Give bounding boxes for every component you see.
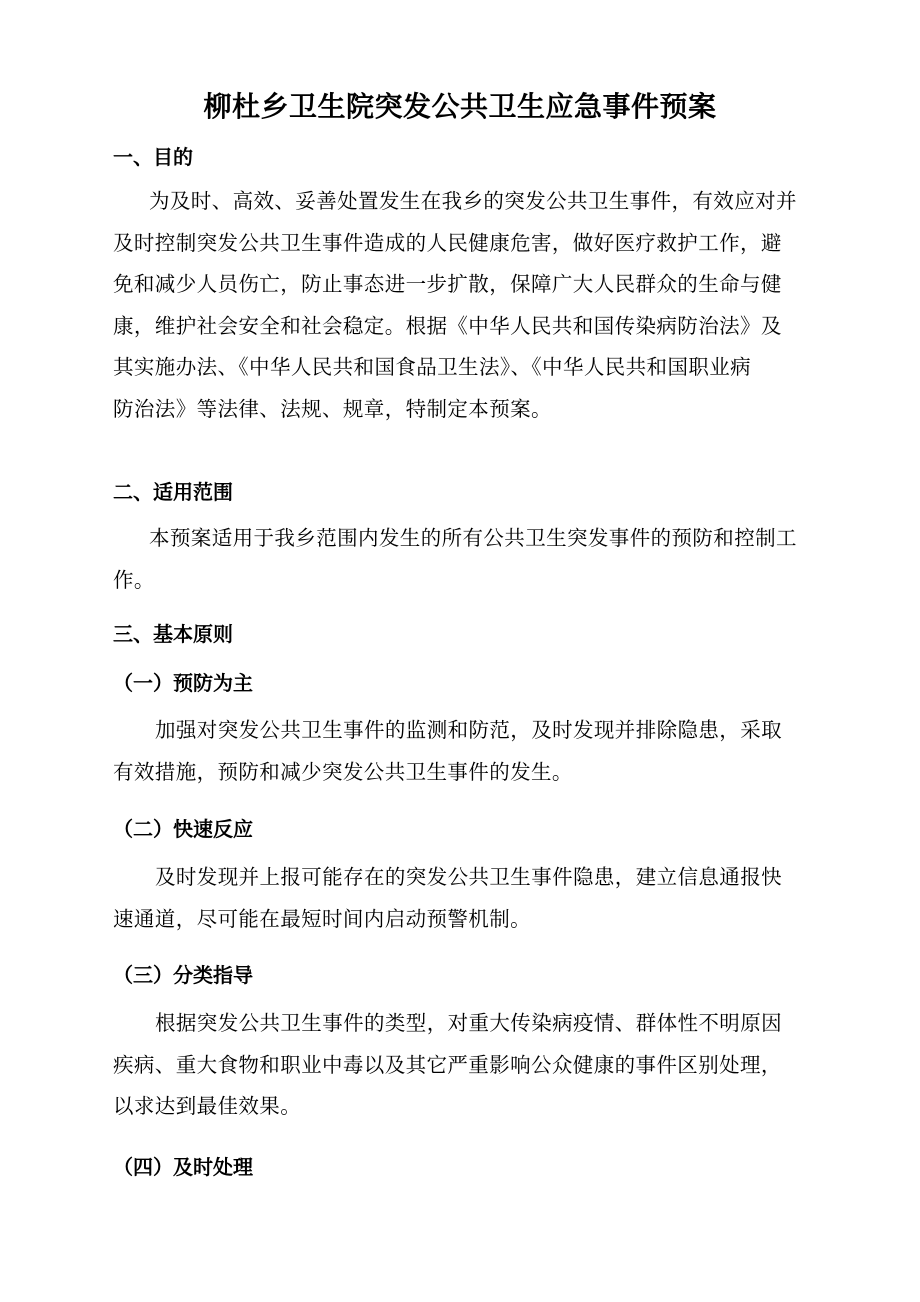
paragraph-line: 及时发现并上报可能存在的突发公共卫生事件隐患，建立信息通报快 [155, 865, 782, 889]
section-body-purpose [113, 181, 813, 430]
section-body-scope [113, 518, 813, 601]
paragraph-line: 速通道，尽可能在最短时间内启动预警机制。 [113, 906, 531, 931]
paragraph-line: 及时控制突发公共卫生事件造成的人民健康危害，做好医疗救护工作，避 [113, 230, 782, 255]
section-heading-purpose: 一、目的 [113, 145, 193, 169]
paragraph-line: 有效措施，预防和减少突发公共卫生事件的发生。 [113, 759, 573, 784]
paragraph-line: 为及时、高效、妥善处置发生在我乡的突发公共卫生事件，有效应对并 [149, 189, 797, 213]
paragraph-line: 本预案适用于我乡范围内发生的所有公共卫生突发事件的预防和控制工 [149, 526, 797, 550]
subsection-heading-prevention: （一）预防为主 [113, 671, 253, 695]
paragraph-line: 康，维护社会安全和社会稳定。根据《中华人民共和国传染病防治法》及 [113, 313, 782, 338]
paragraph-line: 根据突发公共卫生事件的类型，对重大传染病疫情、群体性不明原因 [155, 1011, 782, 1035]
subsection-body-classified-guidance [113, 1003, 813, 1128]
paragraph-line: 以求达到最佳效果。 [113, 1094, 302, 1118]
subsection-heading-timely-handling: （四）及时处理 [113, 1155, 253, 1179]
subsection-body-prevention [113, 710, 813, 793]
paragraph-line: 免和减少人员伤亡，防止事态进一步扩散，保障广大人民群众的生命与健 [113, 272, 782, 296]
subsection-heading-rapid-response: （二）快速反应 [113, 817, 253, 841]
paragraph-line: 疾病、重大食物和职业中毒以及其它严重影响公众健康的事件区别处理， [113, 1052, 782, 1077]
section-heading-principles: 三、基本原则 [113, 622, 233, 646]
document-title: 柳杜乡卫生院突发公共卫生应急事件预案 [203, 90, 717, 123]
subsection-heading-classified-guidance: （三）分类指导 [113, 963, 253, 987]
subsection-body-rapid-response [113, 857, 813, 940]
section-heading-scope: 二、适用范围 [113, 480, 233, 504]
paragraph-line: 其实施办法、《中华人民共和国食品卫生法》、《中华人民共和国职业病 [113, 355, 752, 379]
paragraph-line: 加强对突发公共卫生事件的监测和防范，及时发现并排除隐患，采取 [155, 718, 782, 742]
paragraph-line: 作。 [113, 567, 155, 592]
paragraph-line: 防治法》等法律、法规、规章，特制定本预案。 [113, 396, 552, 421]
